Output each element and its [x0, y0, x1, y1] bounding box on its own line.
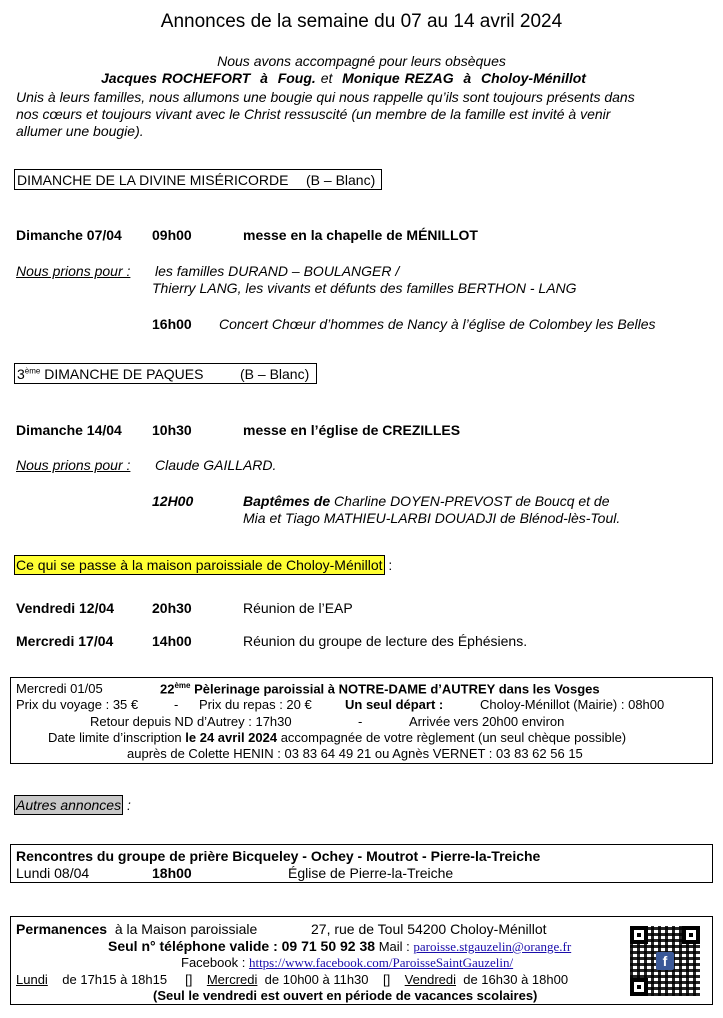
- pelerinage-box: [10, 677, 713, 764]
- maison-row1-day: Vendredi 12/04: [16, 600, 115, 616]
- section2-title-num: 3: [17, 366, 25, 382]
- section2-prions-label: Nous prions pour :: [16, 457, 131, 473]
- section1-color: (B – Blanc): [306, 172, 376, 188]
- obseques-place1: Foug.: [277, 70, 316, 86]
- arrivee: Arrivée vers 20h00 environ: [409, 714, 565, 729]
- priere-box: [10, 844, 713, 883]
- date-limite-post: accompagnée de votre règlement (un seul chèque possible): [277, 730, 627, 745]
- permanences-line2: [108, 938, 571, 955]
- obseques-name2: Monique REZAG: [342, 70, 454, 86]
- pelerinage-dash2: -: [358, 714, 363, 729]
- pelerinage-title-rest: Pèlerinage paroissial à NOTRE-DAME d’AUTREY dans les Vosges: [190, 681, 600, 697]
- section2-time: 10h30: [152, 422, 192, 438]
- bapteme-line1: [243, 493, 610, 509]
- obseques-intro: Nous avons accompagné pour leurs obsèques: [217, 53, 506, 69]
- obseques-et: et: [320, 70, 333, 86]
- qr-corner-top-left: [630, 926, 648, 944]
- horaire-vendredi: Vendredi: [404, 972, 456, 987]
- priere-place: Église de Pierre-la-Treiche: [288, 865, 454, 881]
- section1-title: DIMANCHE DE LA DIVINE MISÉRICORDE: [17, 172, 289, 188]
- section1-time: 09h00: [152, 227, 192, 243]
- autres-annonces-colon: :: [126, 797, 131, 813]
- prix-repas: Prix du repas : 20 €: [199, 697, 312, 712]
- date-limite-pre: Date limite d’inscription: [48, 730, 186, 745]
- pelerinage-title: [160, 681, 600, 696]
- obseques-names: [101, 70, 586, 86]
- permanences-tel: Seul n° téléphone valide : 09 71 50 92 38: [108, 938, 376, 954]
- horaire-mercredi: Mercredi: [206, 972, 258, 987]
- retour: Retour depuis ND d’Autrey : 17h30: [90, 714, 292, 729]
- date-limite-date: le 24 avril 2024: [185, 730, 278, 745]
- bapteme-time: 12H00: [152, 493, 194, 509]
- facebook-icon: f: [656, 952, 674, 970]
- permanences-mail-link[interactable]: paroisse.stgauzelin@orange.fr: [413, 939, 572, 954]
- concert-text: Concert Chœur d’hommes de Nancy à l’église de Colombey les Belles: [219, 316, 656, 332]
- permanences-lieu: à la Maison paroissiale: [114, 921, 258, 937]
- obseques-line1: Unis à leurs familles, nous allumons une bougie qui nous rappelle qu’ils sont toujours présents dans: [16, 89, 635, 105]
- section2-title-rest: DIMANCHE DE PAQUES: [40, 366, 204, 382]
- bapteme-line2: Mia et Tiago MATHIEU-LARBI DOUADJI de Blénod-lès-Toul.: [243, 510, 621, 526]
- date-limite: [48, 730, 626, 745]
- section2-color: (B – Blanc): [240, 366, 310, 382]
- obseques-a1: à: [260, 70, 268, 86]
- horaire-lundi-h: de 17h15 à 18h15: [62, 972, 168, 987]
- maison-row2-day: Mercredi 17/04: [16, 633, 114, 649]
- depart: [345, 697, 443, 712]
- depart-label: Un seul départ: [345, 697, 436, 712]
- section1-prions-line1: les familles DURAND – BOULANGER /: [155, 263, 400, 279]
- page-title: Annonces de la semaine du 07 au 14 avril 2024: [160, 11, 563, 32]
- qr-corner-bottom-left: [630, 978, 648, 996]
- autres-annonces: [14, 797, 131, 813]
- depart-value: Choloy-Ménillot (Mairie) : 08h00: [480, 697, 665, 712]
- permanences-label: Permanences: [16, 921, 108, 937]
- section2-event: messe en l’église de CREZILLES: [243, 422, 461, 438]
- prix-voyage: Prix du voyage : 35 €: [16, 697, 139, 712]
- priere-time: 18h00: [152, 865, 192, 881]
- permanences-line3: [181, 955, 513, 971]
- section1-prions-label: Nous prions pour :: [16, 263, 131, 279]
- pelerinage-contacts: auprès de Colette HENIN : 03 83 64 49 21 ou Agnès VERNET : 03 83 62 56 15: [127, 746, 583, 761]
- qr-code-icon[interactable]: [630, 926, 700, 996]
- concert-time: 16h00: [152, 316, 192, 332]
- obseques-place2: Choloy-Ménillot: [480, 70, 586, 86]
- pelerinage-date: Mercredi 01/05: [16, 681, 103, 696]
- obseques-line3: allumer une bougie).: [16, 123, 144, 139]
- horaire-sep2: []: [382, 972, 391, 987]
- section2-title: [17, 366, 203, 382]
- section1-day: Dimanche 07/04: [16, 227, 122, 243]
- maison-row1-time: 20h30: [152, 600, 192, 616]
- permanences-fb-link[interactable]: https://www.facebook.com/ParoisseSaintGauzelin/: [248, 955, 514, 970]
- pelerinage-dash1: -: [174, 697, 179, 712]
- permanences-fb-label: Facebook :: [181, 955, 246, 970]
- section2-day: Dimanche 14/04: [16, 422, 122, 438]
- permanences-adresse: 27, rue de Toul 54200 Choloy-Ménillot: [311, 921, 547, 937]
- qr-corner-top-right: [682, 926, 700, 944]
- permanences-line1: [16, 921, 257, 937]
- pelerinage-title-sup: ème: [174, 681, 191, 690]
- maison-heading: [14, 557, 392, 573]
- horaire-vendredi-h: de 16h30 à 18h00: [463, 972, 569, 987]
- section1-prions-line2: Thierry LANG, les vivants et défunts des familles BERTHON - LANG: [152, 280, 577, 296]
- maison-row2-time: 14h00: [152, 633, 192, 649]
- horaire-sep1: []: [185, 972, 193, 987]
- maison-row1-text: Réunion de l’EAP: [243, 600, 353, 616]
- permanences-box: [10, 916, 713, 1005]
- permanences-note: (Seul le vendredi est ouvert en période de vacances scolaires): [153, 988, 538, 1003]
- bapteme-label: Baptêmes de: [243, 493, 331, 509]
- horaire-mercredi-h: de 10h00 à 11h30: [264, 972, 369, 987]
- pelerinage-title-num: 22: [160, 681, 175, 697]
- permanences-horaires: [16, 972, 568, 987]
- obseques-line2: nos cœurs et toujours vivant avec le Christ ressuscité (un membre de la famille est invité à venir: [16, 106, 611, 122]
- permanences-mail-label: Mail :: [378, 939, 410, 954]
- maison-heading-colon: :: [388, 557, 393, 573]
- autres-annonces-label: Autres annonces: [16, 797, 122, 813]
- obseques-a2: à: [463, 70, 472, 86]
- maison-heading-text: Ce qui se passe à la maison paroissiale de Choloy-Ménillot: [16, 557, 383, 573]
- obseques-name1: Jacques ROCHEFORT: [101, 70, 251, 86]
- maison-row2-text: Réunion du groupe de lecture des Éphésiens.: [243, 633, 528, 649]
- horaire-lundi: Lundi: [16, 972, 48, 987]
- section1-event: messe en la chapelle de MÉNILLOT: [243, 227, 478, 243]
- priere-day: Lundi 08/04: [16, 865, 90, 881]
- section2-title-sup: ème: [24, 366, 41, 376]
- depart-colon: :: [435, 697, 444, 712]
- section2-prions-line1: Claude GAILLARD.: [155, 457, 277, 473]
- bapteme-names1: Charline DOYEN-PREVOST de Boucq et de: [334, 493, 610, 509]
- priere-title: Rencontres du groupe de prière Bicqueley - Ochey - Moutrot - Pierre-la-Treiche: [16, 848, 541, 864]
